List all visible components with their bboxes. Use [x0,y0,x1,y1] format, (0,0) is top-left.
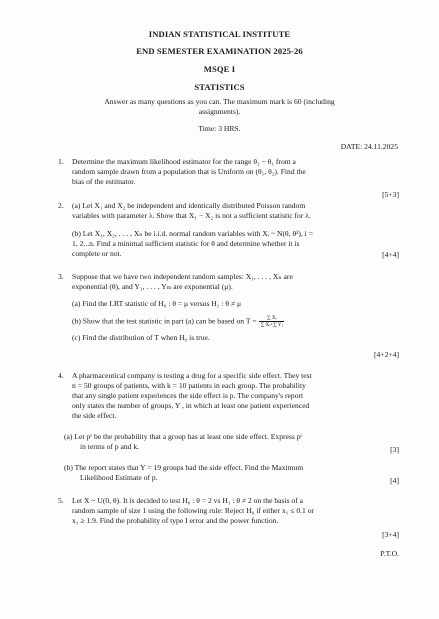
fraction-denominator: ∑ Xᵢ+∑ Yⱼ [260,322,283,328]
question-part-a: (a) Find the LRT statistic of H₀ : θ = μ versus H₁ : θ ≠ μ [72,299,242,308]
question-text-line: only states the number of groups, Y , in which at least one patient experienced [72,401,310,410]
question-number: 4. [58,371,64,380]
question-number: 3. [58,272,64,281]
question-part-b: (b) The report states that Y = 19 groups had the side effect. Find the Maximum [64,463,304,472]
question-text-line: n = 50 groups of patients, with k = 10 patients in each group. The probability [72,381,306,390]
instructions-line-2: assignments). [198,107,241,116]
question-number: 1. [58,157,64,166]
fraction-numerator: ∑ Xᵢ [259,315,283,322]
test-statistic-fraction [259,315,283,328]
question-text-line: (b) Let X₁, X₂, . . . , Xₙ be i.i.d. normal random variables with Xᵢ ~ N(θ, θ²), i = [72,229,313,238]
question-number: 2. [58,201,64,210]
institute-name: INDIAN STATISTICAL INSTITUTE [148,29,291,39]
question-text-line: that any single patient experiences the side effect is p. The company's report [72,391,304,400]
question-text-line: random sample of size 1 using the following rule: Reject H₀ if either x₁ ≤ 0.1 or [72,506,315,515]
question-text-line: Let X ~ U(0, θ). It is decided to test H₀ : θ = 2 vs H₁ : θ ≠ 2 on the basis of a [72,496,304,505]
question-text-line: random sample drawn from a population that is Uniform on (θ₁, θ₂). Find the [72,167,306,176]
marks-label: [3+4] [382,530,399,539]
question-text-line: the side effect. [72,411,117,420]
marks-label: [4] [390,476,399,485]
question-text-line: A pharmaceutical company is testing a drug for a specific side effect. They test [72,371,312,380]
question-text-line: x₁ ≥ 1.9. Find the probability of type I error and the power function. [72,516,279,525]
question-text-line: complete or not. [72,249,122,258]
question-text-line: 1, 2...n. Find a minimal sufficient statistic for θ and determine whether it is [72,239,300,248]
question-part-b [72,315,284,328]
question-text-line: Suppose that we have two independent random samples: X₁, . . . , Xₙ are [72,272,293,281]
exam-title: END SEMESTER EXAMINATION 2025-26 [136,46,303,56]
subject-name: STATISTICS [194,82,245,92]
question-part-a: (a) Let pᶜ be the probability that a group has at least one side effect. Express pᶜ [64,432,303,441]
question-part-b: Likelihood Estimate of p. [80,473,158,482]
exam-date: DATE: 24.11.2025 [340,142,398,151]
question-part-c: (c) Find the distribution of T when H₀ is true. [72,333,210,342]
course-name: MSQE I [203,64,236,74]
marks-label: [4+2+4] [373,350,399,359]
marks-label: [4+4] [382,250,399,259]
question-text-line: variables with parameter λ. Show that X₁ − X₂ is not a sufficient statistic for λ. [72,211,311,220]
page-turn-note: P.T.O. [380,549,399,558]
instructions-line-1: Answer as many questions as you can. The maximum mark is 60 (including [104,97,335,106]
time-allowed: Time: 3 HRS. [198,124,241,133]
part-b-text: (b) Show that the test statistic in part (a) can be based on T = [72,316,257,326]
marks-label: [5+3] [382,190,399,199]
question-text-line: bias of the estimator. [72,177,136,186]
question-text-line: (a) Let X₁ and X₂ be independent and identically distributed Poisson random [72,201,306,210]
question-text-line: Determine the maximum likelihood estimator for the range θ₂ − θ₁ from a [72,157,296,166]
marks-label: [3] [390,445,399,454]
question-part-a: in terms of p and k. [80,442,140,451]
question-number: 5. [58,496,64,505]
question-text-line: exponential (θ), and Y₁, . . . , Yₘ are exponential (μ). [72,282,233,291]
